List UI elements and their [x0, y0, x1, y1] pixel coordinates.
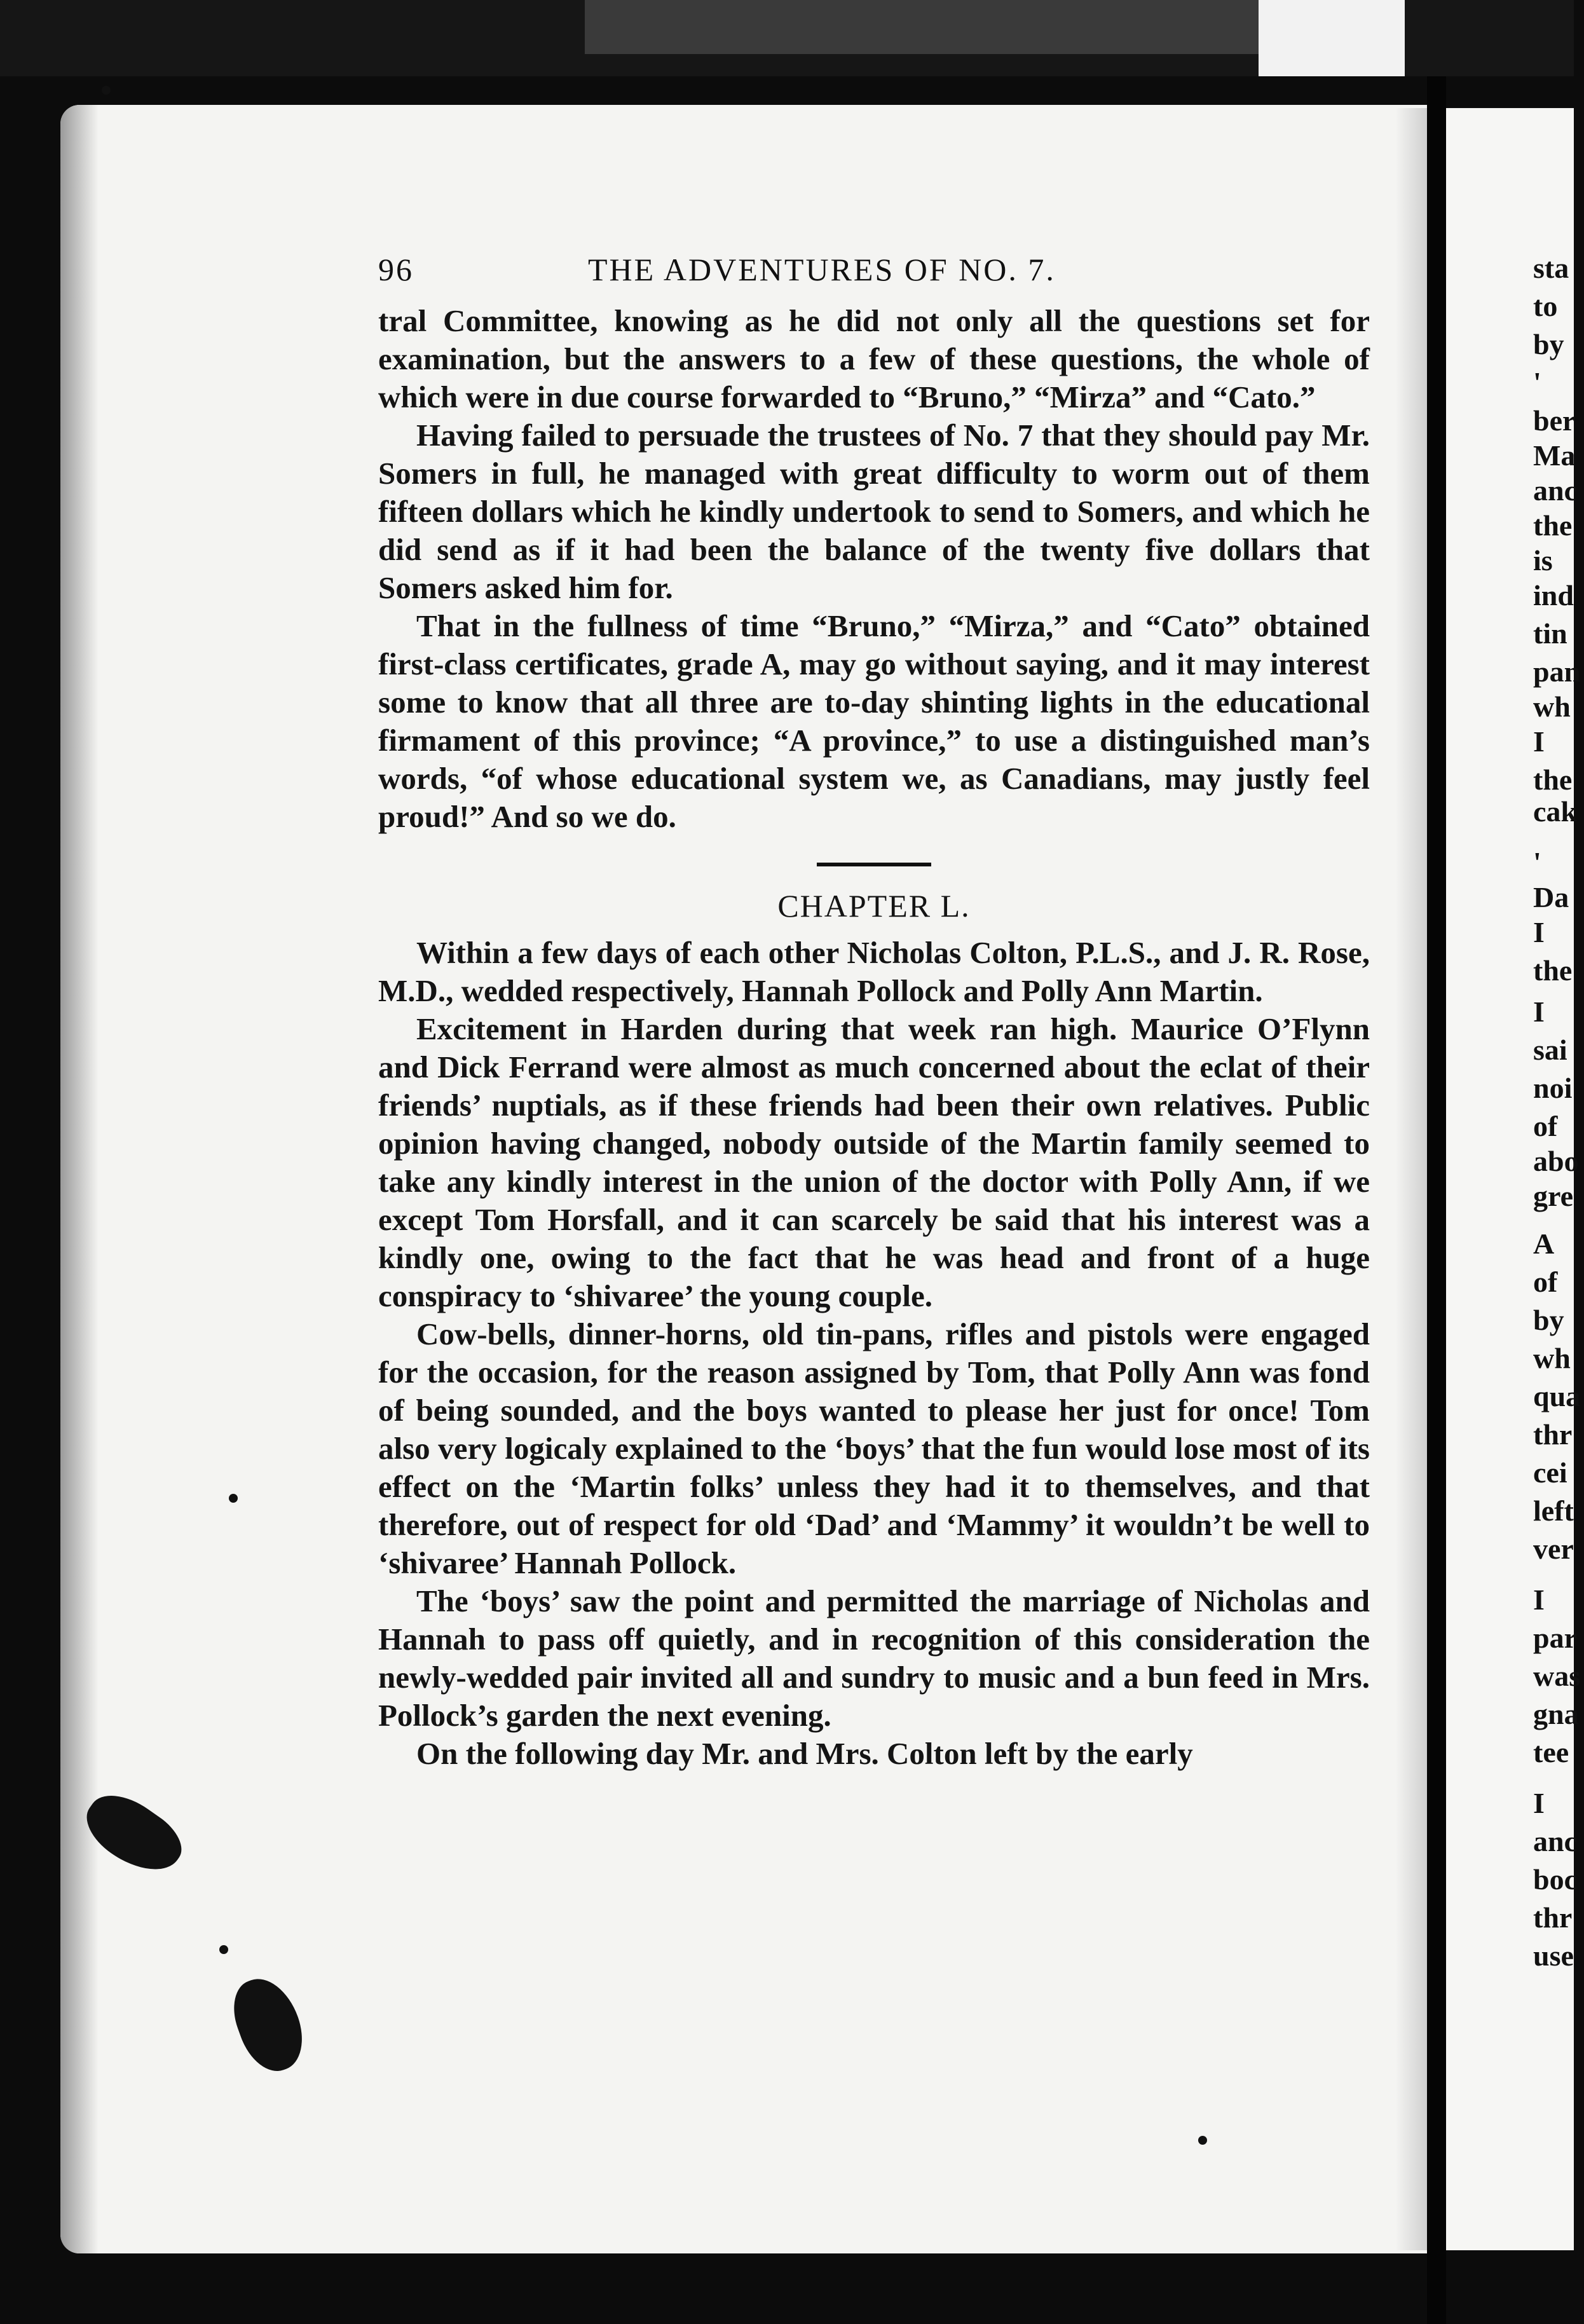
adjacent-page-fragment: by [1533, 1304, 1564, 1336]
adjacent-page-fragment: the [1533, 763, 1573, 796]
adjacent-page-fragment: boc [1533, 1863, 1577, 1896]
adjacent-page-fragment: I [1533, 995, 1545, 1028]
adjacent-page-fragment: of [1533, 1266, 1558, 1298]
adjacent-page-fragment: tee [1533, 1736, 1569, 1768]
adjacent-page-fragment: ver [1533, 1533, 1574, 1565]
adjacent-page-fragment: ind [1533, 579, 1574, 612]
adjacent-page-fragment: tin [1533, 617, 1567, 650]
scan-top-gray-band [585, 0, 1259, 54]
adjacent-page-fragment: thr [1533, 1418, 1573, 1451]
adjacent-page [1446, 108, 1581, 2250]
adjacent-page-fragment: cei [1533, 1456, 1567, 1489]
adjacent-page-fragment: left [1533, 1494, 1574, 1527]
running-header [378, 251, 1160, 296]
adjacent-page-fragment: the [1533, 509, 1573, 542]
adjacent-page-fragment: wh [1533, 1342, 1571, 1374]
adjacent-page-fragment: gna [1533, 1698, 1579, 1730]
adjacent-page-fragment: I [1533, 1583, 1545, 1616]
paragraph: The ‘boys’ saw the point and permitted the marriage of Nicholas and Hannah to pass off quietly, and in recognition of this consideration the newly-wedded pair invited all and sundry to music and a bun feed in Mrs. Pollock’s garden the next evening. [378, 1583, 1370, 1733]
adjacent-page-fragment: anc [1533, 1825, 1577, 1857]
scan-top-light-band [1259, 0, 1405, 76]
adjacent-page-fragment: wh [1533, 690, 1571, 723]
adjacent-page-fragment: I [1533, 1787, 1545, 1819]
adjacent-page-fragment: of [1533, 1110, 1558, 1142]
adjacent-page-fragment: noi [1533, 1072, 1573, 1104]
adjacent-page-fragment: Ma [1533, 439, 1576, 472]
adjacent-page-fragment: cak [1533, 795, 1577, 828]
adjacent-page-fragment: anc [1533, 474, 1577, 507]
ink-speck [1198, 2136, 1207, 2145]
adjacent-page-fragment: is [1533, 544, 1553, 577]
ink-speck [219, 1945, 228, 1954]
adjacent-page-fragment: I [1533, 725, 1545, 758]
adjacent-page-fragment: pan [1533, 655, 1581, 688]
paragraph: Having failed to persuade the trustees of No. 7 that they should pay Mr. Somers in full, he managed with great difficulty to worm out of them fifteen dollars which he kindly undertook to send to Somers, and which he did send as if it had been the balance of the twenty five dollars that Somers asked him for. [378, 418, 1370, 605]
page-divider [1427, 76, 1446, 2324]
adjacent-page-fragment: was [1533, 1660, 1581, 1692]
paragraph: Excitement in Harden during that week ran high. Maurice O’Flynn and Dick Ferrand were almost as much concerned about the eclat of their friends’ nuptials, as if these friends had been their own relatives. Public opinion having changed, nobody outside of the Martin family seemed to take any kindly interest in the union of the doctor with Polly Ann, if we except Tom Horsfall, and it can scarcely be said that his interest was a kindly one, owing to the fact that he was head and front of a huge conspiracy to ‘shivaree’ the young couple. [378, 1011, 1370, 1313]
ink-speck [102, 86, 111, 95]
chapter-rule [817, 863, 931, 866]
adjacent-page-fragment: ' [1533, 366, 1541, 399]
ink-speck [229, 1494, 238, 1503]
adjacent-page-fragment: sai [1533, 1034, 1567, 1066]
running-title: THE ADVENTURES OF NO. 7. [588, 252, 1056, 287]
page-gutter-shadow [1395, 108, 1427, 2250]
adjacent-page-fragment: par [1533, 1622, 1577, 1654]
page-number: 96 [378, 252, 414, 287]
chapter-heading: CHAPTER L. [777, 888, 971, 924]
adjacent-page-fragment: abo [1533, 1145, 1579, 1177]
paragraph: That in the fullness of time “Bruno,” “Mirza,” and “Cato” obtained first-class certificates, grade A, may go without saying, and it may interest some to know that all three are to-day shinting lights in the educational firmament of this province; “A province,” to use a distinguished man’s words, “of whose educational system we, as Canadians, may justly feel proud!” And so we do. [378, 608, 1370, 834]
page-body [378, 302, 1370, 1773]
adjacent-page-fragment: ' [1533, 846, 1541, 878]
adjacent-page-fragment: use [1533, 1939, 1574, 1972]
adjacent-page-fragment: the [1533, 954, 1573, 987]
adjacent-page-fragment: Da [1533, 881, 1569, 913]
adjacent-page-fragment: thr [1533, 1901, 1573, 1934]
adjacent-page-fragment: to [1533, 290, 1558, 322]
adjacent-page-fragment: I [1533, 916, 1545, 948]
adjacent-page-fragment: by [1533, 328, 1564, 360]
paragraph: tral Committee, knowing as he did not only all the questions set for examination, but the answers to a few of these questions, the whole of which were in due course forwarded to “Bruno,” “Mirza” and “Cato.” [378, 303, 1370, 414]
paragraph: On the following day Mr. and Mrs. Colton left by the early [416, 1736, 1193, 1771]
paragraph: Within a few days of each other Nicholas Colton, P.L.S., and J. R. Rose, M.D., wedded respectively, Hannah Pollock and Polly Ann Martin. [378, 935, 1370, 1008]
paragraph: Cow-bells, dinner-horns, old tin-pans, rifles and pistols were engaged for the occasion, for the reason assigned by Tom, that Polly Ann was fond of being sounded, and the boys wanted to please her just for once! Tom also very logicaly explained to the ‘boys’ that the fun would lose most of its effect on the ‘Martin folks’ unless they had it to themselves, and that therefore, out of respect for old ‘Dad’ and ‘Mammy’ it wouldn’t be well to ‘shivaree’ Hannah Pollock. [378, 1316, 1370, 1580]
adjacent-page-fragment: sta [1533, 252, 1569, 284]
page-left-shadow [60, 105, 99, 2253]
adjacent-page-fragment: A [1533, 1227, 1555, 1260]
adjacent-page-fragment: qua [1533, 1380, 1581, 1412]
adjacent-page-fragment: gre [1533, 1180, 1574, 1212]
adjacent-page-fragment: ber [1533, 404, 1576, 437]
